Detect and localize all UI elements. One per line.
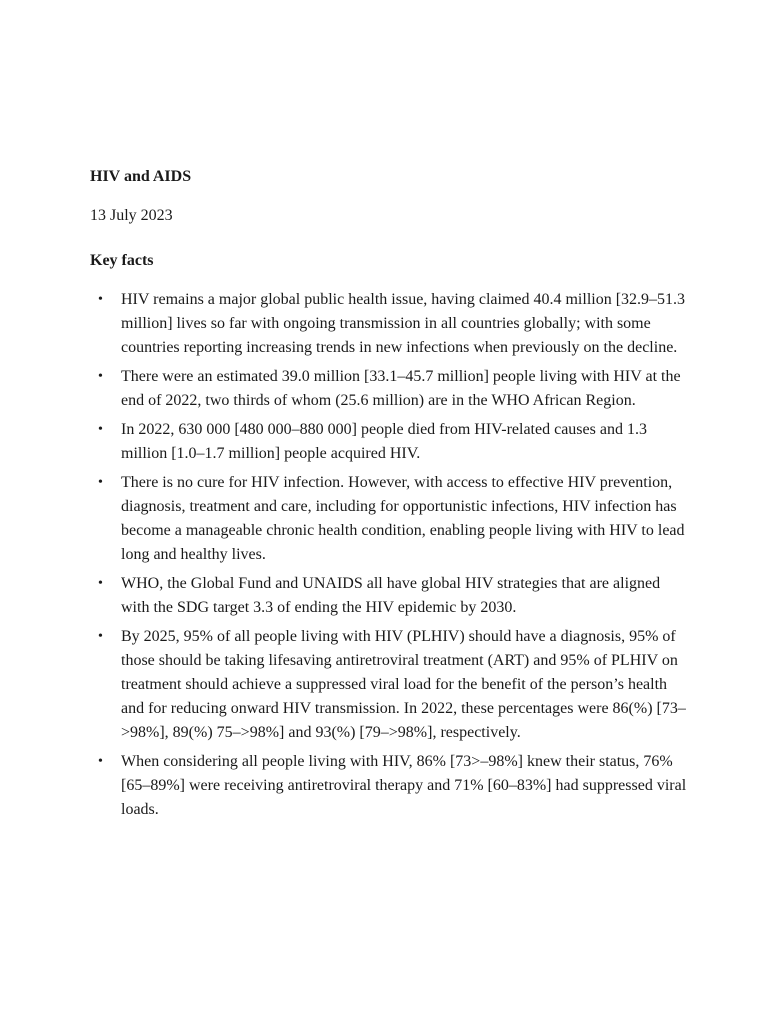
key-facts-list [90,288,690,827]
key-fact-item [90,572,690,620]
key-fact-text: By 2025, 95% of all people living with HIV (PLHIV) should have a diagnosis, 95% of those should be taking lifesaving antiretroviral treatment (ART) and 95% of PLHIV on treatment should achieve a suppressed viral load for the benefit of the person’s health and for reducing onward HIV transmission. In 2022, these percentages were 86(%) [73–>98%], 89(%) 75–>98%] and 93(%) [79–>98%], respectively. [121,628,686,741]
bullet-icon: • [98,292,103,307]
key-fact-item [90,365,690,413]
bullet-icon: • [98,754,103,769]
key-fact-item [90,625,690,745]
document-date: 13 July 2023 [90,207,173,224]
key-fact-item [90,471,690,567]
key-fact-item [90,288,690,360]
key-fact-text: When considering all people living with HIV, 86% [73>–98%] knew their status, 76% [65–89%] were receiving antiretroviral therapy and 71% [60–83%] had suppressed viral loads. [121,753,687,818]
section-heading-key-facts: Key facts [90,252,154,269]
key-fact-item [90,750,690,822]
bullet-icon: • [98,422,103,437]
bullet-icon: • [98,576,103,591]
bullet-icon: • [98,475,103,490]
bullet-icon: • [98,629,103,644]
key-fact-text: WHO, the Global Fund and UNAIDS all have global HIV strategies that are aligned with the SDG target 3.3 of ending the HIV epidemic by 2030. [121,575,661,616]
key-fact-item [90,418,690,466]
key-fact-text: There were an estimated 39.0 million [33.1–45.7 million] people living with HIV at the end of 2022, two thirds of whom (25.6 million) are in the WHO African Region. [121,368,681,409]
document-title: HIV and AIDS [90,168,192,185]
bullet-icon: • [98,369,103,384]
key-fact-text: In 2022, 630 000 [480 000–880 000] people died from HIV-related causes and 1.3 million [1.0–1.7 million] people acquired HIV. [121,421,647,462]
key-fact-text: HIV remains a major global public health issue, having claimed 40.4 million [32.9–51.3 million] lives so far with ongoing transmission in all countries globally; with some countries reporting increasing trends in new infections when previously on the decline. [121,291,686,356]
key-fact-text: There is no cure for HIV infection. However, with access to effective HIV prevention, diagnosis, treatment and care, including for opportunistic infections, HIV infection has become a manageable chronic health condition, enabling people living with HIV to lead long and healthy lives. [121,474,685,563]
